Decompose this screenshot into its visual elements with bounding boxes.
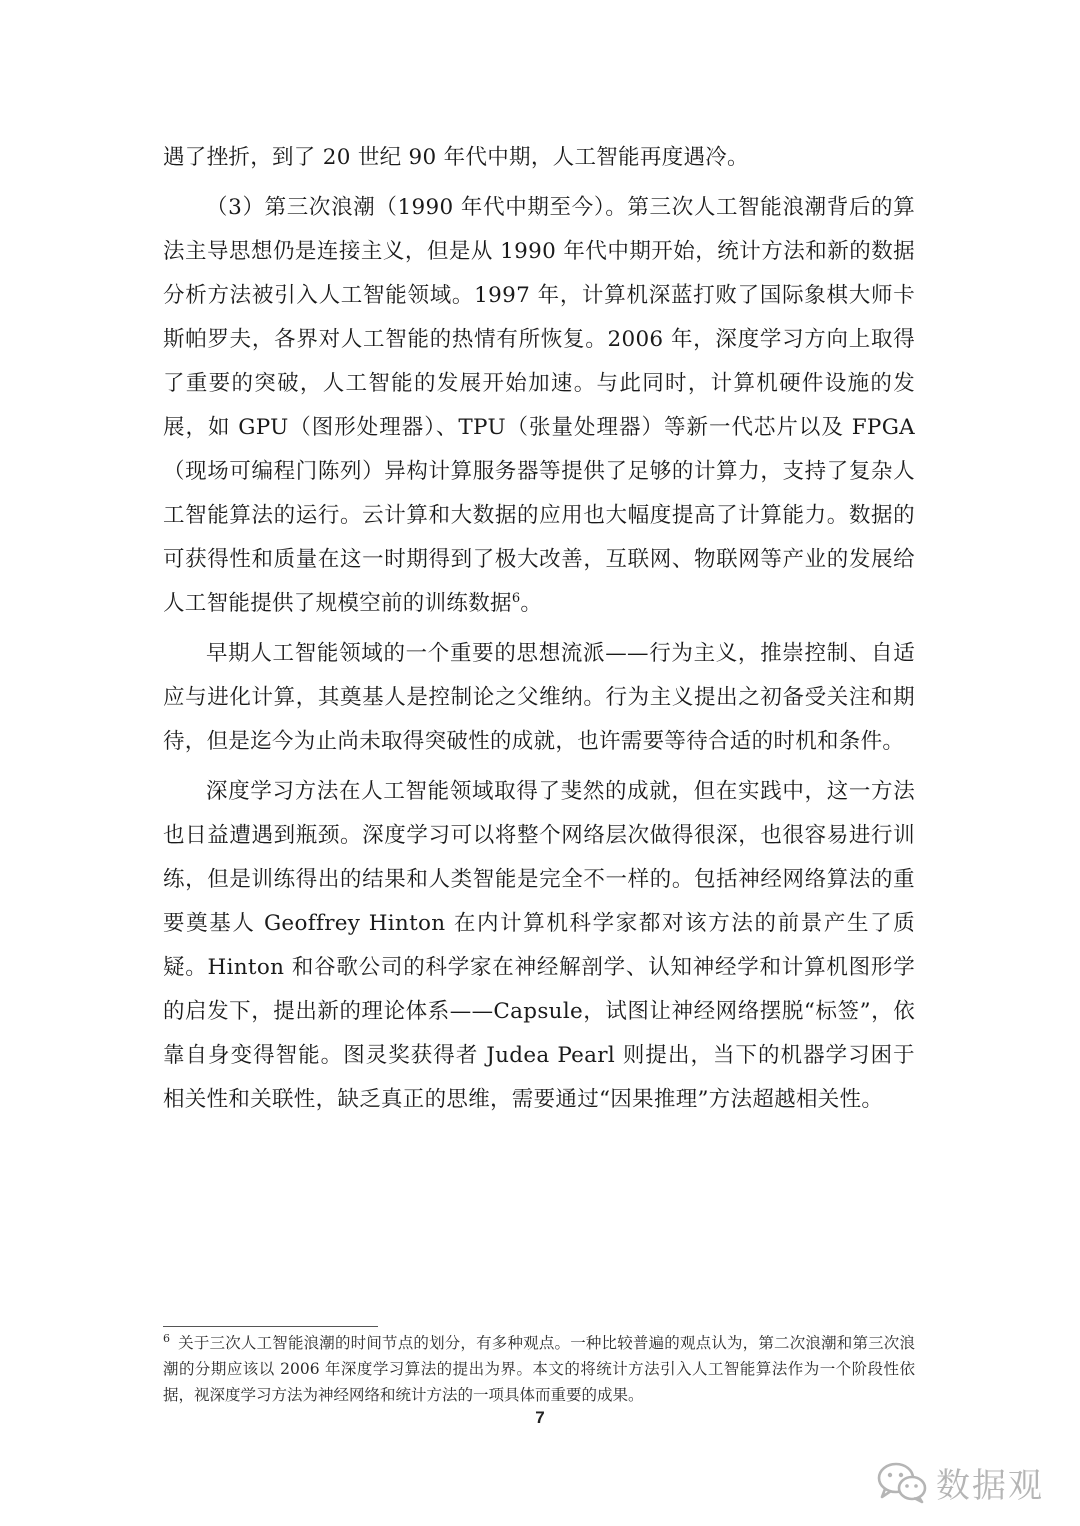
footnote-number: 6 [163, 1331, 170, 1345]
paragraph-behaviorism: 早期人工智能领域的一个重要的思想流派——行为主义，推崇控制、自适应与进化计算，其奠基人是控制论之父维纳。行为主义提出之初备受关注和期待，但是迄今为止尚未取得突破性的成就，也许需要等待合适的时机和条件。 [163, 641, 915, 754]
paragraph-text: （3）第三次浪潮（1990 年代中期至今）。第三次人工智能浪潮背后的算法主导思想仍是连接主义，但是从 1990 年代中期开始，统计方法和新的数据分析方法被引入人工智能领域。1997 年，计算机深蓝打败了国际象棋大师卡斯帕罗夫，各界对人工智能的热情有所恢复。2006 年，深度学习方向上取得了重要的突破，人工智能的发展开始加速。与此同时，计算机硬件设施的发展，如 GPU（图形处理器）、TPU（张量处理器）等新一代芯片以及 FPGA（现场可编程门陈列）异构计算服务器等提供了足够的计算力，支持了复杂人工智能算法的运行。云计算和大数据的应用也大幅度提高了计算能力。数据的可获得性和质量在这一时期得到了极大改善，互联网、物联网等产业的发展给人工智能提供了规模空前的训练数据 [163, 195, 915, 616]
paragraph-deep-learning: 深度学习方法在人工智能领域取得了斐然的成就，但在实践中，这一方法也日益遭遇到瓶颈。深度学习可以将整个网络层次做得很深，也很容易进行训练，但是训练得出的结果和人类智能是完全不一样的。包括神经网络算法的重要奠基人 Geoffrey Hinton 在内计算机科学家都对该方法的前景产生了质疑。Hinton 和谷歌公司的科学家在神经解剖学、认知神经学和计算机图形学的启发下，提出新的理论体系——Capsule，试图让神经网络摆脱“标签”，依靠自身变得智能。图灵奖获得者 Judea Pearl 则提出，当下的机器学习困于相关性和关联性，缺乏真正的思维，需要通过“因果推理”方法超越相关性。 [163, 779, 915, 1112]
watermark-label: 数据观 [936, 1465, 1044, 1506]
footnote-reference[interactable]: 6 [511, 590, 521, 606]
page-number: 7 [535, 1408, 545, 1427]
paragraph-text-end: 。 [520, 591, 543, 616]
body-text [163, 136, 915, 1128]
watermark [876, 1452, 1044, 1512]
footnote-divider [163, 1326, 378, 1327]
footnote-text: 关于三次人工智能浪潮的时间节点的划分，有多种观点。一种比较普遍的观点认为，第二次浪潮和第三次浪潮的分期应该以 2006 年深度学习算法的提出为界。本文的将统计方法引入人工智能算法作为一个阶段性依据，视深度学习方法为神经网络和统计方法的一项具体而重要的成果。 [163, 1334, 915, 1404]
paragraph-continued: 遇了挫折，到了 20 世纪 90 年代中期，人工智能再度遇冷。 [163, 145, 749, 170]
wechat-icon [876, 1460, 928, 1504]
paragraph-third-wave [163, 186, 915, 626]
footnote [163, 1330, 915, 1408]
